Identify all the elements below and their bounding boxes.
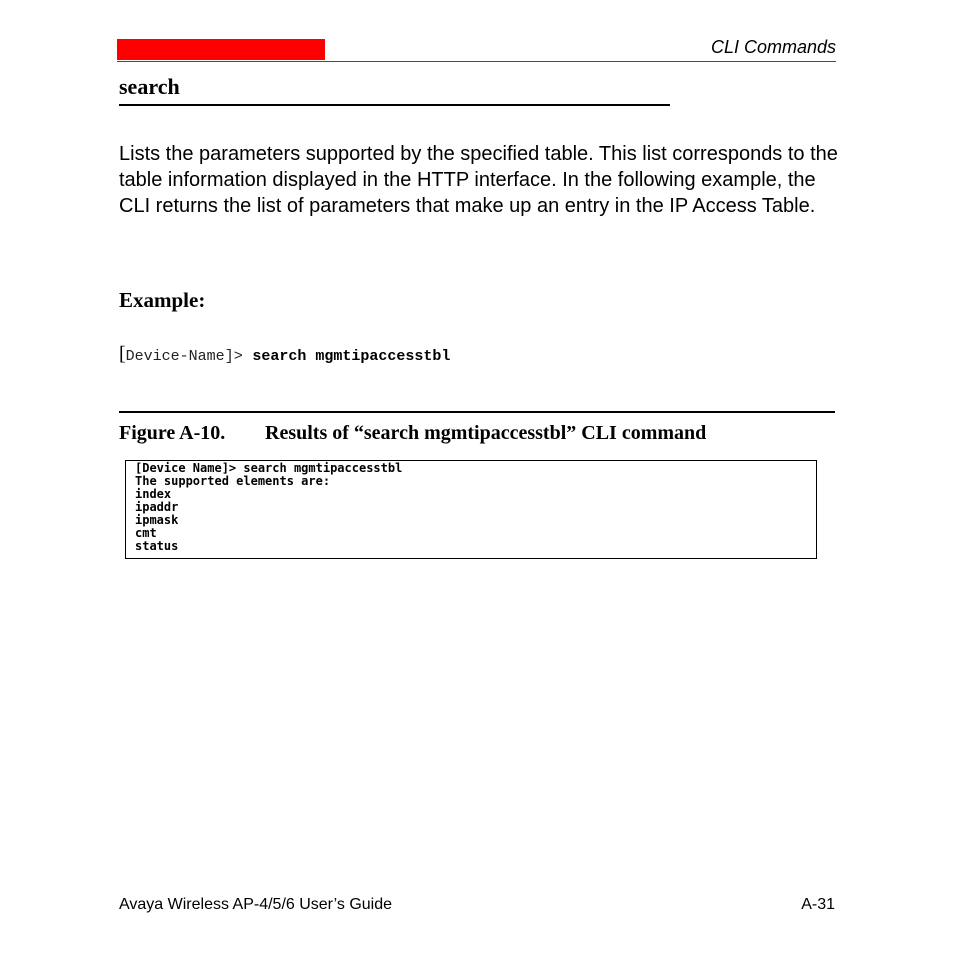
footer-page-number: A-31 xyxy=(801,896,835,913)
example-label: Example: xyxy=(119,288,206,312)
terminal-line: The supported elements are: xyxy=(135,474,331,488)
section-heading: search xyxy=(119,74,180,99)
running-header-title: CLI Commands xyxy=(710,37,836,57)
figure-title: Results of “search mgmtipaccesstbl” CLI command xyxy=(265,422,707,444)
terminal-output xyxy=(125,460,817,559)
terminal-line: cmt xyxy=(135,526,157,540)
header-accent-bar xyxy=(117,39,325,60)
section-heading-rule xyxy=(119,104,670,106)
terminal-line: ipaddr xyxy=(135,500,179,514)
terminal-line: ipmask xyxy=(135,513,179,527)
cli-example-line xyxy=(119,342,450,369)
terminal-line: [Device Name]> search mgmtipaccesstbl xyxy=(135,461,403,475)
cli-prompt: Device-Name]> xyxy=(125,348,243,365)
figure-number: Figure A-10. xyxy=(119,422,226,444)
terminal-line: status xyxy=(135,539,179,553)
section-description: Lists the parameters supported by the specified table. This list corresponds to the table information displayed in the HTTP interface. In the following example, the CLI returns the list of parameters that make up an entry in the IP Access Table. xyxy=(119,143,838,217)
cli-prompt-bracket: [ xyxy=(119,343,126,365)
footer-guide-title: Avaya Wireless AP-4/5/6 User’s Guide xyxy=(119,896,393,913)
cli-command: search mgmtipaccesstbl xyxy=(252,348,451,365)
figure-rule xyxy=(119,411,835,413)
terminal-line: index xyxy=(135,487,172,501)
header-rule xyxy=(117,61,836,62)
figure-caption xyxy=(119,419,706,447)
